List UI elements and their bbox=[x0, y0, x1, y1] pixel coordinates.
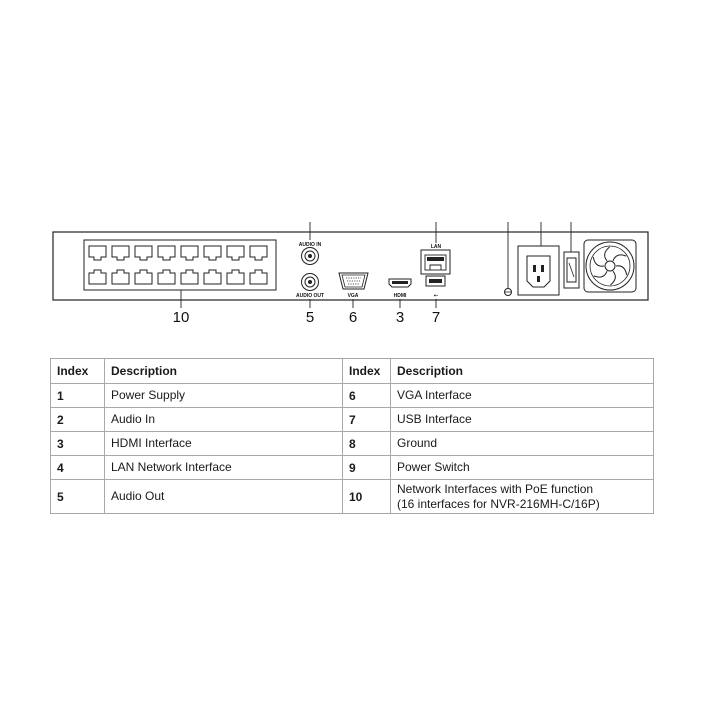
rj45-port bbox=[227, 270, 244, 284]
hdmi-label: HDMI bbox=[393, 293, 407, 299]
rj45-port bbox=[181, 246, 198, 260]
fan-blade bbox=[610, 271, 615, 285]
table-row bbox=[51, 384, 654, 408]
callout-3: 3 bbox=[395, 309, 405, 326]
rj45-port bbox=[89, 246, 106, 260]
header-description-right: Description bbox=[391, 359, 654, 384]
header-index-right: Index bbox=[343, 359, 391, 384]
index-cell: 7 bbox=[343, 408, 391, 432]
fan-blade bbox=[616, 266, 627, 275]
description-cell: Ground bbox=[391, 432, 654, 456]
index-cell: 10 bbox=[343, 480, 391, 514]
table-header-row bbox=[51, 359, 654, 384]
fan-blades bbox=[593, 247, 626, 285]
hdmi-port bbox=[389, 279, 411, 287]
header-index-left: Index bbox=[51, 359, 105, 384]
index-cell: 1 bbox=[51, 384, 105, 408]
rj45-port bbox=[112, 270, 129, 284]
callout-6: 6 bbox=[348, 309, 358, 326]
description-cell: VGA Interface bbox=[391, 384, 654, 408]
rj45-port bbox=[181, 270, 198, 284]
rj45-port bbox=[89, 270, 106, 284]
index-cell: 9 bbox=[343, 456, 391, 480]
interface-table bbox=[50, 358, 654, 514]
index-cell: 4 bbox=[51, 456, 105, 480]
rj45-port bbox=[135, 246, 152, 260]
poe-port-block bbox=[84, 240, 276, 290]
rj45-port bbox=[135, 270, 152, 284]
fan-blade bbox=[613, 255, 626, 261]
table-row bbox=[51, 480, 654, 514]
audio-out-jack bbox=[302, 274, 319, 291]
table-row bbox=[51, 456, 654, 480]
fan-blade bbox=[594, 271, 607, 277]
rj45-port bbox=[204, 246, 221, 260]
index-cell: 3 bbox=[51, 432, 105, 456]
rj45-port bbox=[158, 270, 175, 284]
header-description-left: Description bbox=[105, 359, 343, 384]
rj45-port bbox=[250, 246, 267, 260]
lan-label: LAN bbox=[430, 244, 442, 250]
fan-grille bbox=[584, 240, 636, 292]
audio-in-label: AUDIO IN bbox=[298, 242, 322, 248]
usb-port bbox=[426, 276, 445, 286]
rj45-port bbox=[204, 270, 221, 284]
callout-10: 10 bbox=[172, 309, 190, 326]
lan-port bbox=[421, 250, 450, 274]
usb-label: ⇠ bbox=[433, 293, 439, 299]
table-row bbox=[51, 408, 654, 432]
audio-in-jack bbox=[302, 248, 319, 265]
ground-terminal bbox=[505, 222, 512, 296]
vga-port bbox=[339, 273, 368, 289]
index-cell: 2 bbox=[51, 408, 105, 432]
callout-5: 5 bbox=[305, 309, 315, 326]
description-cell: LAN Network Interface bbox=[105, 456, 343, 480]
vga-label: VGA bbox=[347, 293, 359, 299]
description-cell: Audio In bbox=[105, 408, 343, 432]
description-cell: Audio Out bbox=[105, 480, 343, 514]
index-cell: 6 bbox=[343, 384, 391, 408]
rear-panel-diagram bbox=[0, 0, 720, 340]
audio-out-label: AUDIO OUT bbox=[295, 293, 325, 299]
rj45-port bbox=[250, 270, 267, 284]
description-line: Network Interfaces with PoE function bbox=[397, 481, 594, 496]
rj45-port bbox=[227, 246, 244, 260]
table-row bbox=[51, 432, 654, 456]
index-cell: 8 bbox=[343, 432, 391, 456]
fan-blade bbox=[593, 257, 604, 266]
rj45-port bbox=[158, 246, 175, 260]
description-cell: Power Switch bbox=[391, 456, 654, 480]
description-cell: HDMI Interface bbox=[105, 432, 343, 456]
index-cell: 5 bbox=[51, 480, 105, 514]
rj45-ports bbox=[89, 246, 267, 284]
rj45-port bbox=[112, 246, 129, 260]
fan-blade bbox=[605, 247, 610, 261]
callout-7: 7 bbox=[431, 309, 441, 326]
description-cell: Power Supply bbox=[105, 384, 343, 408]
description-cell: USB Interface bbox=[391, 408, 654, 432]
power-supply-socket bbox=[518, 222, 559, 295]
description-cell bbox=[391, 480, 654, 514]
description-line: (16 interfaces for NVR-216MH-C/16P) bbox=[397, 496, 600, 511]
